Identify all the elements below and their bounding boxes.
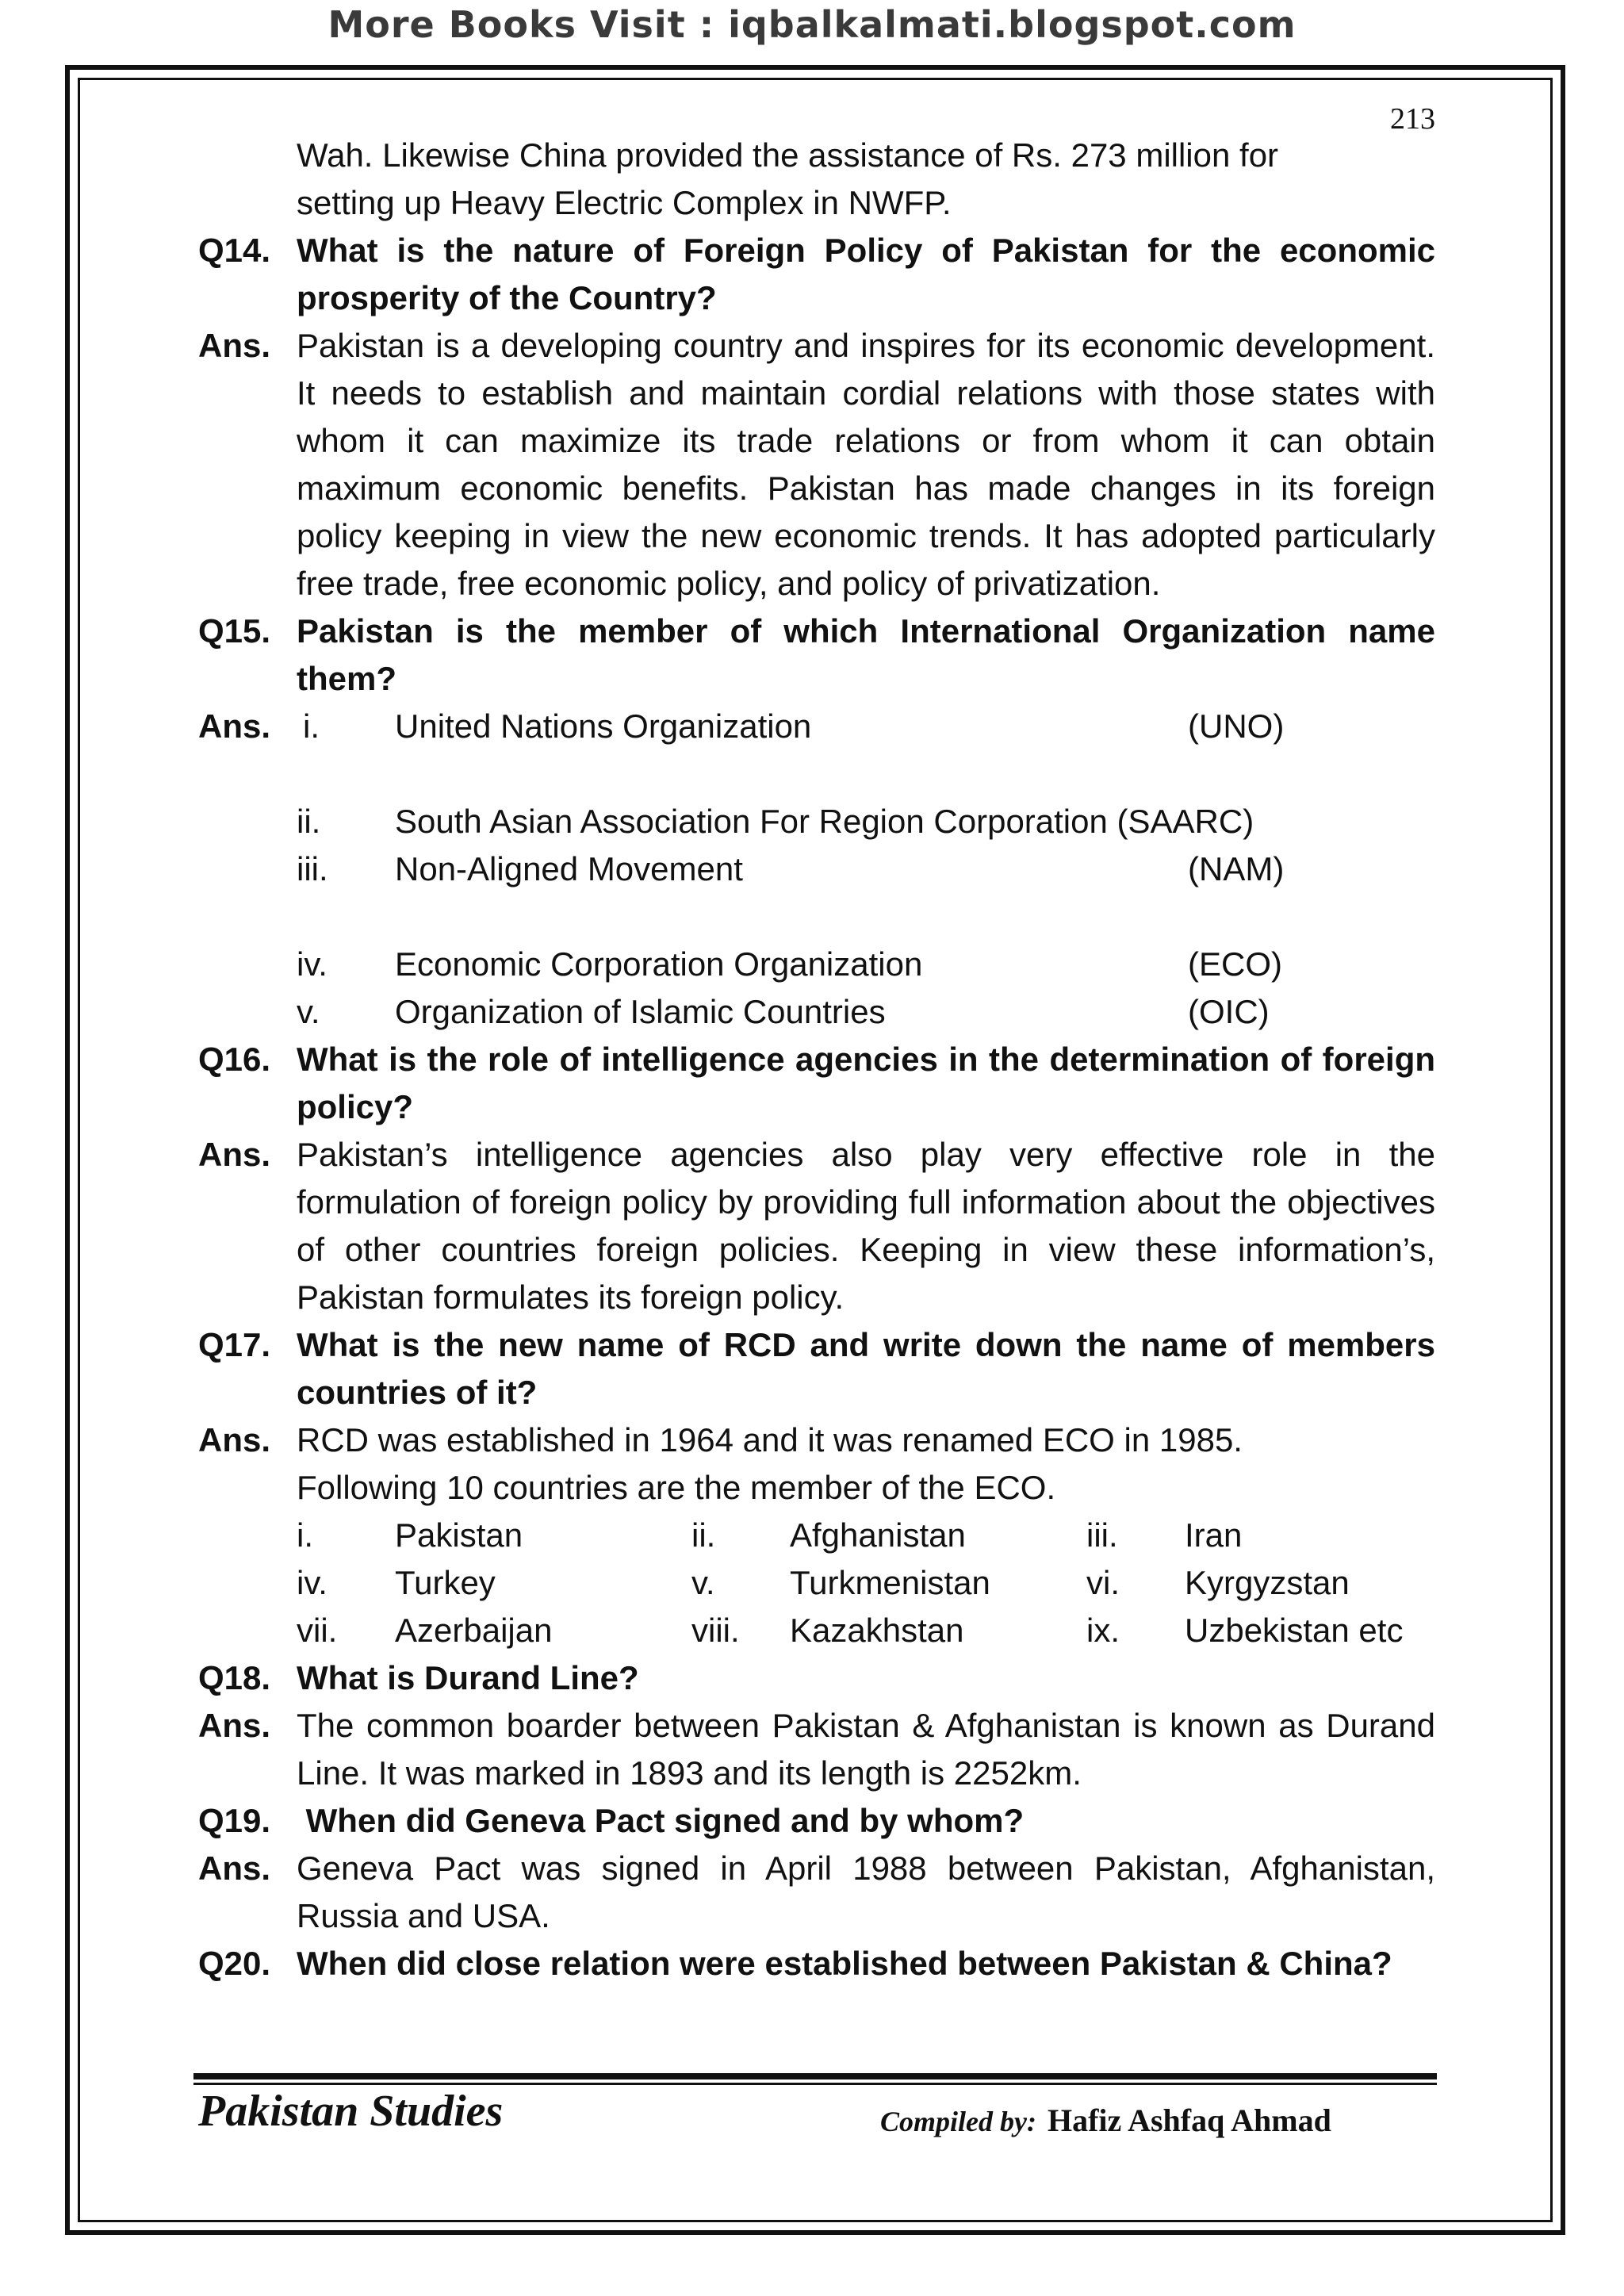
org-abbr: (OIC) — [1188, 993, 1270, 1030]
country-row — [297, 1559, 1435, 1607]
intro-line-2: setting up Heavy Electric Complex in NWFP. — [297, 184, 952, 221]
footer-rule-thin — [193, 2083, 1437, 2085]
question-text: When did close relation were established between Pakistan & China? — [297, 1945, 1392, 1982]
org-name: Organization of Islamic Countries — [395, 993, 886, 1030]
country-number: i. — [297, 1516, 313, 1554]
question-tag: Q18. — [198, 1659, 271, 1696]
country-name: Afghanistan — [790, 1516, 966, 1554]
org-row — [297, 941, 1435, 988]
question-text: When did Geneva Pact signed and by whom? — [297, 1802, 1025, 1839]
org-number: v. — [297, 993, 320, 1030]
page-number: 213 — [1390, 102, 1435, 136]
country-name: Kazakhstan — [790, 1612, 964, 1649]
org-number: iii. — [297, 850, 328, 887]
org-number: ii. — [297, 803, 321, 840]
answer-tag: Ans. — [198, 1707, 271, 1744]
question-q16 — [198, 1036, 1435, 1131]
footer-credit — [880, 2102, 1331, 2139]
org-abbr: (UNO) — [1188, 707, 1285, 745]
answer-q18 — [198, 1702, 1435, 1797]
question-text: What is the role of intelligence agencies in the determination of foreign policy? — [297, 1041, 1435, 1125]
answer-q17 — [198, 1416, 1435, 1464]
question-q15 — [198, 608, 1435, 703]
question-q17 — [198, 1321, 1435, 1416]
answer-text: Pakistan’s intelligence agencies also play very effective role in the formulation of foreign policy by providing full information about the objectives of other countries foreign policies. Keeping in view these information’s, Pakistan formulates its foreign policy. — [297, 1136, 1435, 1316]
org-row — [297, 798, 1435, 845]
question-text: What is the nature of Foreign Policy of Pakistan for the economic prosperity of the Country? — [297, 232, 1435, 316]
org-row — [297, 845, 1435, 893]
country-row — [297, 1607, 1435, 1654]
answer-text: Pakistan is a developing country and inspires for its economic development. It needs to establish and maintain cordial relations with those states with whom it can maximize its trade relations or from whom it can obtain maximum economic benefits. Pakistan has made changes in its foreign policy keeping in view the new economic trends. It has adopted particularly free trade, free economic policy, and policy of privatization. — [297, 327, 1435, 602]
question-q14 — [198, 227, 1435, 322]
question-q18 — [198, 1654, 1435, 1702]
org-name: South Asian Association For Region Corporation (SAARC) — [395, 803, 1254, 840]
question-q20 — [198, 1940, 1435, 1987]
country-name: Kyrgyzstan — [1185, 1564, 1350, 1601]
org-abbr: (NAM) — [1188, 850, 1285, 887]
question-text: What is the new name of RCD and write down the name of members countries of it? — [297, 1326, 1435, 1411]
answer-tag: Ans. — [198, 327, 271, 364]
answer-text: Following 10 countries are the member of the ECO. — [297, 1469, 1056, 1506]
question-tag: Q16. — [198, 1041, 271, 1078]
country-name: Azerbaijan — [395, 1612, 553, 1649]
org-name: Non-Aligned Movement — [395, 850, 743, 887]
answer-tag: Ans. — [198, 1136, 271, 1173]
country-name: Uzbekistan etc — [1185, 1612, 1404, 1649]
country-number: ii. — [691, 1516, 716, 1554]
question-text: What is Durand Line? — [297, 1659, 639, 1696]
answer-text: RCD was established in 1964 and it was renamed ECO in 1985. — [297, 1421, 1243, 1458]
question-q19 — [198, 1797, 1435, 1845]
answer-q19 — [198, 1845, 1435, 1940]
question-tag: Q20. — [198, 1945, 271, 1982]
question-tag: Q15. — [198, 612, 271, 650]
country-name: Turkey — [395, 1564, 496, 1601]
answer-text: The common boarder between Pakistan & Afghanistan is known as Durand Line. It was marked in 1893 and its length is 2252km. — [297, 1707, 1435, 1792]
org-number: iv. — [297, 945, 327, 983]
footer-title: Pakistan Studies — [198, 2087, 504, 2136]
answer-tag: Ans. — [198, 1421, 271, 1458]
org-abbr: (ECO) — [1188, 945, 1282, 983]
answer-q16 — [198, 1131, 1435, 1321]
org-name: Economic Corporation Organization — [395, 945, 923, 983]
question-tag: Q17. — [198, 1326, 271, 1363]
answer-text: Geneva Pact was signed in April 1988 between Pakistan, Afghanistan, Russia and USA. — [297, 1849, 1435, 1934]
intro-line-1: Wah. Likewise China provided the assistance of Rs. 273 million for — [297, 136, 1279, 174]
country-name: Pakistan — [395, 1516, 523, 1554]
country-name: Iran — [1185, 1516, 1243, 1554]
country-number: iii. — [1086, 1516, 1118, 1554]
country-number: iv. — [297, 1564, 327, 1601]
author-name: Hafiz Ashfaq Ahmad — [1047, 2102, 1331, 2138]
compiled-label: Compiled by: — [880, 2106, 1036, 2137]
country-row — [297, 1512, 1435, 1559]
answer-tag: Ans. — [198, 707, 271, 745]
country-number: viii. — [691, 1612, 740, 1649]
country-number: vi. — [1086, 1564, 1120, 1601]
org-name: United Nations Organization — [395, 707, 812, 745]
question-tag: Q19. — [198, 1802, 271, 1839]
country-name: Turkmenistan — [790, 1564, 990, 1601]
footer-rule-thick — [193, 2073, 1437, 2079]
country-number: v. — [691, 1564, 715, 1601]
country-number: ix. — [1086, 1612, 1120, 1649]
country-number: vii. — [297, 1612, 338, 1649]
org-number: i. — [303, 707, 320, 745]
question-text: Pakistan is the member of which International Organization name them? — [297, 612, 1435, 697]
site-banner: More Books Visit : iqbalkalmati.blogspot.com — [327, 3, 1297, 46]
answer-q14 — [198, 322, 1435, 608]
question-tag: Q14. — [198, 232, 271, 269]
answer-tag: Ans. — [198, 1849, 271, 1887]
answer-q15 — [198, 703, 1435, 750]
org-row — [297, 988, 1435, 1036]
page-content — [198, 132, 1435, 1987]
